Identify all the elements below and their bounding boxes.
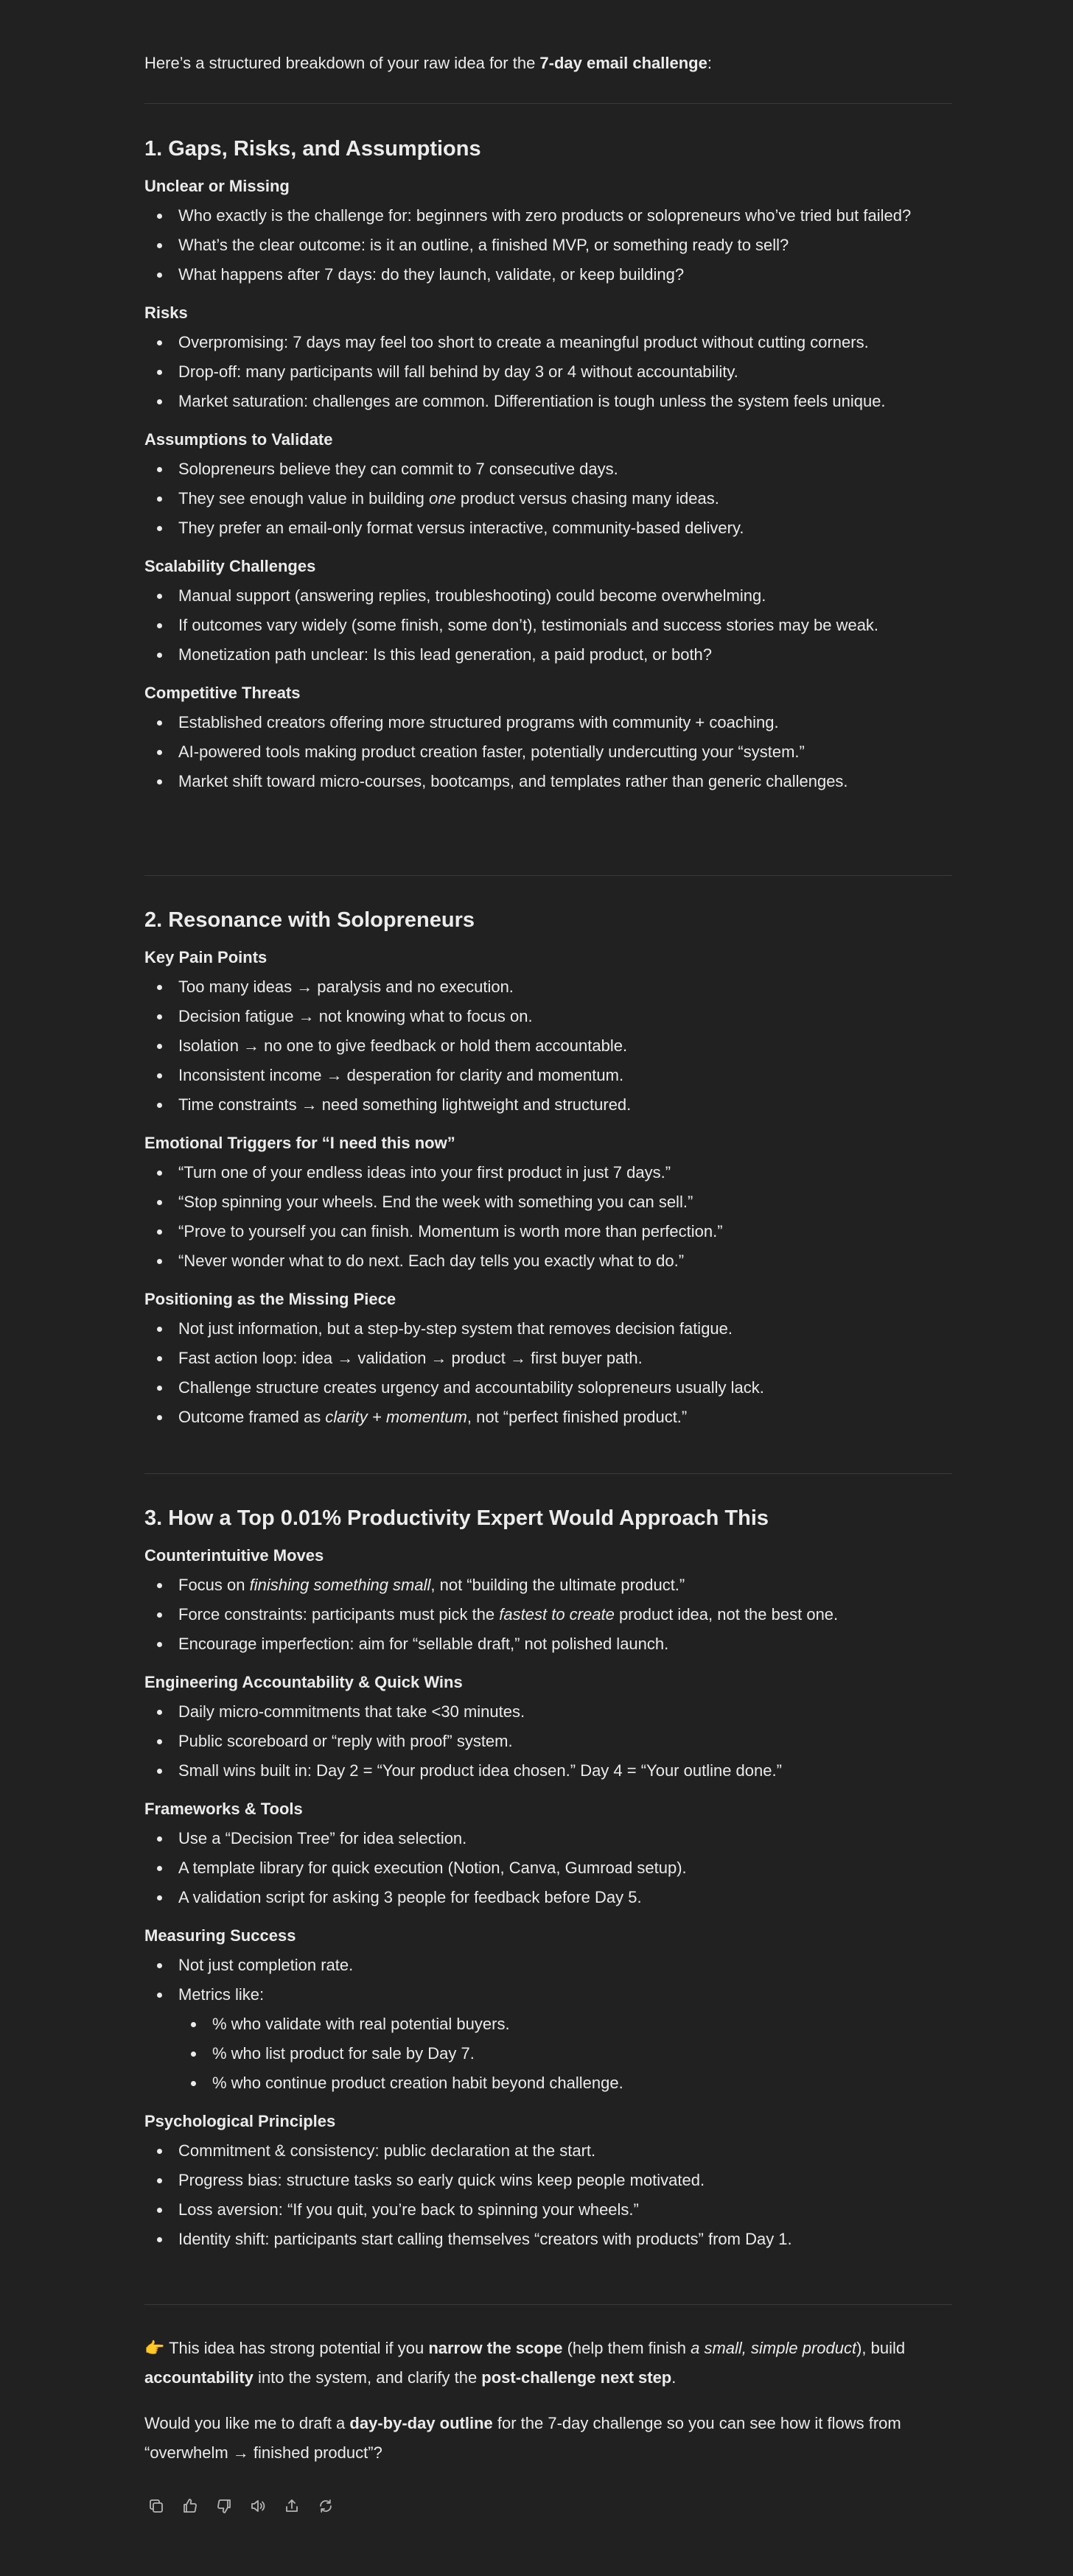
- subheading-frameworks: Frameworks & Tools: [144, 1800, 303, 1818]
- list-item: Drop-off: many participants will fall behind by day 3 or 4 without accountability.: [144, 357, 952, 387]
- intro-text-end: :: [707, 54, 712, 72]
- list-item: % who continue product creation habit beyond challenge.: [178, 2068, 952, 2098]
- list-item: Outcome framed as clarity + momentum, not “perfect finished product.”: [144, 1403, 952, 1432]
- divider: [144, 2304, 952, 2305]
- subheading-positioning: Positioning as the Missing Piece: [144, 1290, 396, 1308]
- subheading-counterintuitive: Counterintuitive Moves: [144, 1546, 324, 1565]
- regenerate-button[interactable]: [314, 2494, 338, 2518]
- list-item: % who list product for sale by Day 7.: [178, 2039, 952, 2068]
- subheading-threats: Competitive Threats: [144, 684, 301, 702]
- read-aloud-icon: [249, 2497, 267, 2515]
- list-item: Loss aversion: “If you quit, you’re back to spinning your wheels.”: [144, 2195, 952, 2225]
- list-item: Challenge structure creates urgency and accountability solopreneurs usually lack.: [144, 1373, 952, 1403]
- good-response-button[interactable]: [178, 2494, 202, 2518]
- subheading-measuring: Measuring Success: [144, 1926, 296, 1945]
- list-item: Focus on finishing something small, not “building the ultimate product.”: [144, 1570, 952, 1600]
- copy-icon: [147, 2497, 165, 2515]
- list-item: Time constraints → need something lightweight and structured.: [144, 1090, 952, 1120]
- list-counterintuitive: [144, 1570, 952, 1659]
- section-gaps-risks: [144, 134, 952, 796]
- list-item: What happens after 7 days: do they launch, validate, or keep building?: [144, 260, 952, 289]
- subheading-pain-points: Key Pain Points: [144, 948, 268, 966]
- thumbs-up-icon: [181, 2497, 199, 2515]
- intro-paragraph: [144, 49, 712, 78]
- list-item: Monetization path unclear: Is this lead generation, a paid product, or both?: [144, 640, 952, 670]
- closing-paragraph: 👉 This idea has strong potential if you narrow the scope (help them finish a small, simple product), build accountability into the system, and clarify the post-challenge next step.: [144, 2339, 906, 2387]
- read-aloud-button[interactable]: [246, 2494, 270, 2518]
- list-item: Daily micro-commitments that take <30 minutes.: [144, 1697, 952, 1727]
- list-threats: [144, 708, 952, 796]
- divider: [144, 103, 952, 104]
- section-title: 2. Resonance with Solopreneurs: [144, 908, 475, 932]
- list-item: Market saturation: challenges are common. Differentiation is tough unless the system feels unique.: [144, 387, 952, 416]
- list-item: AI-powered tools making product creation faster, potentially undercutting your “system.”: [144, 737, 952, 767]
- subheading-accountability: Engineering Accountability & Quick Wins: [144, 1673, 463, 1691]
- list-item: If outcomes vary widely (some finish, some don’t), testimonials and success stories may be weak.: [144, 611, 952, 640]
- share-icon: [283, 2497, 301, 2515]
- subheading-psychological: Psychological Principles: [144, 2112, 336, 2130]
- list-positioning: [144, 1314, 952, 1432]
- list-risks: [144, 328, 952, 416]
- share-button[interactable]: [280, 2494, 304, 2518]
- divider: [144, 1473, 952, 1474]
- list-item: Decision fatigue → not knowing what to focus on.: [144, 1002, 952, 1031]
- subheading-unclear: Unclear or Missing: [144, 177, 290, 195]
- subheading-assumptions: Assumptions to Validate: [144, 430, 333, 449]
- list-frameworks: [144, 1824, 952, 1912]
- list-item: Small wins built in: Day 2 = “Your product idea chosen.” Day 4 = “Your outline done.”: [144, 1756, 952, 1786]
- list-pain-points: [144, 972, 952, 1120]
- list-metrics: [178, 2010, 952, 2098]
- list-item: Fast action loop: idea → validation → product → first buyer path.: [144, 1344, 952, 1373]
- list-psychological: [144, 2136, 952, 2254]
- list-item: Not just information, but a step-by-step system that removes decision fatigue.: [144, 1314, 952, 1344]
- subheading-risks: Risks: [144, 303, 188, 322]
- list-measuring: [144, 1951, 952, 2098]
- list-item: Commitment & consistency: public declaration at the start.: [144, 2136, 952, 2166]
- list-item: “Never wonder what to do next. Each day tells you exactly what to do.”: [144, 1246, 952, 1276]
- list-item: Inconsistent income → desperation for clarity and momentum.: [144, 1061, 952, 1090]
- list-scalability: [144, 581, 952, 670]
- list-item: Public scoreboard or “reply with proof” system.: [144, 1727, 952, 1756]
- list-item: Force constraints: participants must pick the fastest to create product idea, not the best one.: [144, 1600, 952, 1629]
- list-item: Overpromising: 7 days may feel too short to create a meaningful product without cutting corners.: [144, 328, 952, 357]
- message-actions: [144, 2494, 338, 2518]
- section-expert-approach: [144, 1503, 952, 2254]
- list-item: “Stop spinning your wheels. End the week with something you can sell.”: [144, 1187, 952, 1217]
- list-item: They prefer an email-only format versus interactive, community-based delivery.: [144, 513, 952, 543]
- list-item: Progress bias: structure tasks so early quick wins keep people motivated.: [144, 2166, 952, 2195]
- list-item: Use a “Decision Tree” for idea selection.: [144, 1824, 952, 1853]
- list-item: Who exactly is the challenge for: beginners with zero products or solopreneurs who’ve tried but failed?: [144, 201, 952, 231]
- list-item: % who validate with real potential buyers.: [178, 2010, 952, 2039]
- list-item: Isolation → no one to give feedback or hold them accountable.: [144, 1031, 952, 1061]
- divider: [144, 875, 952, 876]
- list-triggers: [144, 1158, 952, 1276]
- list-item: Not just completion rate.: [144, 1951, 952, 1980]
- subheading-scalability: Scalability Challenges: [144, 557, 316, 575]
- list-item: “Prove to yourself you can finish. Momentum is worth more than perfection.”: [144, 1217, 952, 1246]
- list-item: A template library for quick execution (Notion, Canva, Gumroad setup).: [144, 1853, 952, 1883]
- intro-text: Here’s a structured breakdown of your raw idea for the: [144, 54, 540, 72]
- list-item: “Turn one of your endless ideas into your first product in just 7 days.”: [144, 1158, 952, 1187]
- list-assumptions: [144, 455, 952, 543]
- list-item: Solopreneurs believe they can commit to 7 consecutive days.: [144, 455, 952, 484]
- list-item: Identity shift: participants start calling themselves “creators with products” from Day 1.: [144, 2225, 952, 2254]
- copy-button[interactable]: [144, 2494, 168, 2518]
- section-resonance: [144, 905, 952, 1432]
- list-item: Too many ideas → paralysis and no execution.: [144, 972, 952, 1002]
- list-item: Manual support (answering replies, troubleshooting) could become overwhelming.: [144, 581, 952, 611]
- list-item: A validation script for asking 3 people for feedback before Day 5.: [144, 1883, 952, 1912]
- bad-response-button[interactable]: [212, 2494, 236, 2518]
- subheading-triggers: Emotional Triggers for “I need this now”: [144, 1134, 455, 1152]
- list-item: Market shift toward micro-courses, bootcamps, and templates rather than generic challenges.: [144, 767, 952, 796]
- follow-up-question: Would you like me to draft a day-by-day outline for the 7-day challenge so you can see how it flows from “overwhelm → finished product”?: [144, 2414, 901, 2462]
- intro-bold: 7-day email challenge: [539, 54, 707, 72]
- list-item: They see enough value in building one product versus chasing many ideas.: [144, 484, 952, 513]
- section-title: 1. Gaps, Risks, and Assumptions: [144, 137, 481, 161]
- list-accountability: [144, 1697, 952, 1786]
- list-item: Encourage imperfection: aim for “sellable draft,” not polished launch.: [144, 1629, 952, 1659]
- list-item: What’s the clear outcome: is it an outline, a finished MVP, or something ready to sell?: [144, 231, 952, 260]
- section-title: 3. How a Top 0.01% Productivity Expert Would Approach This: [144, 1506, 769, 1530]
- regenerate-icon: [317, 2497, 335, 2515]
- list-unclear: [144, 201, 952, 289]
- thumbs-down-icon: [215, 2497, 233, 2515]
- list-item: Metrics like: % who validate with real potential buyers. % who list product for sale by Day 7. % who continue product creation habit beyond challenge.: [144, 1980, 952, 2098]
- list-item: Established creators offering more structured programs with community + coaching.: [144, 708, 952, 737]
